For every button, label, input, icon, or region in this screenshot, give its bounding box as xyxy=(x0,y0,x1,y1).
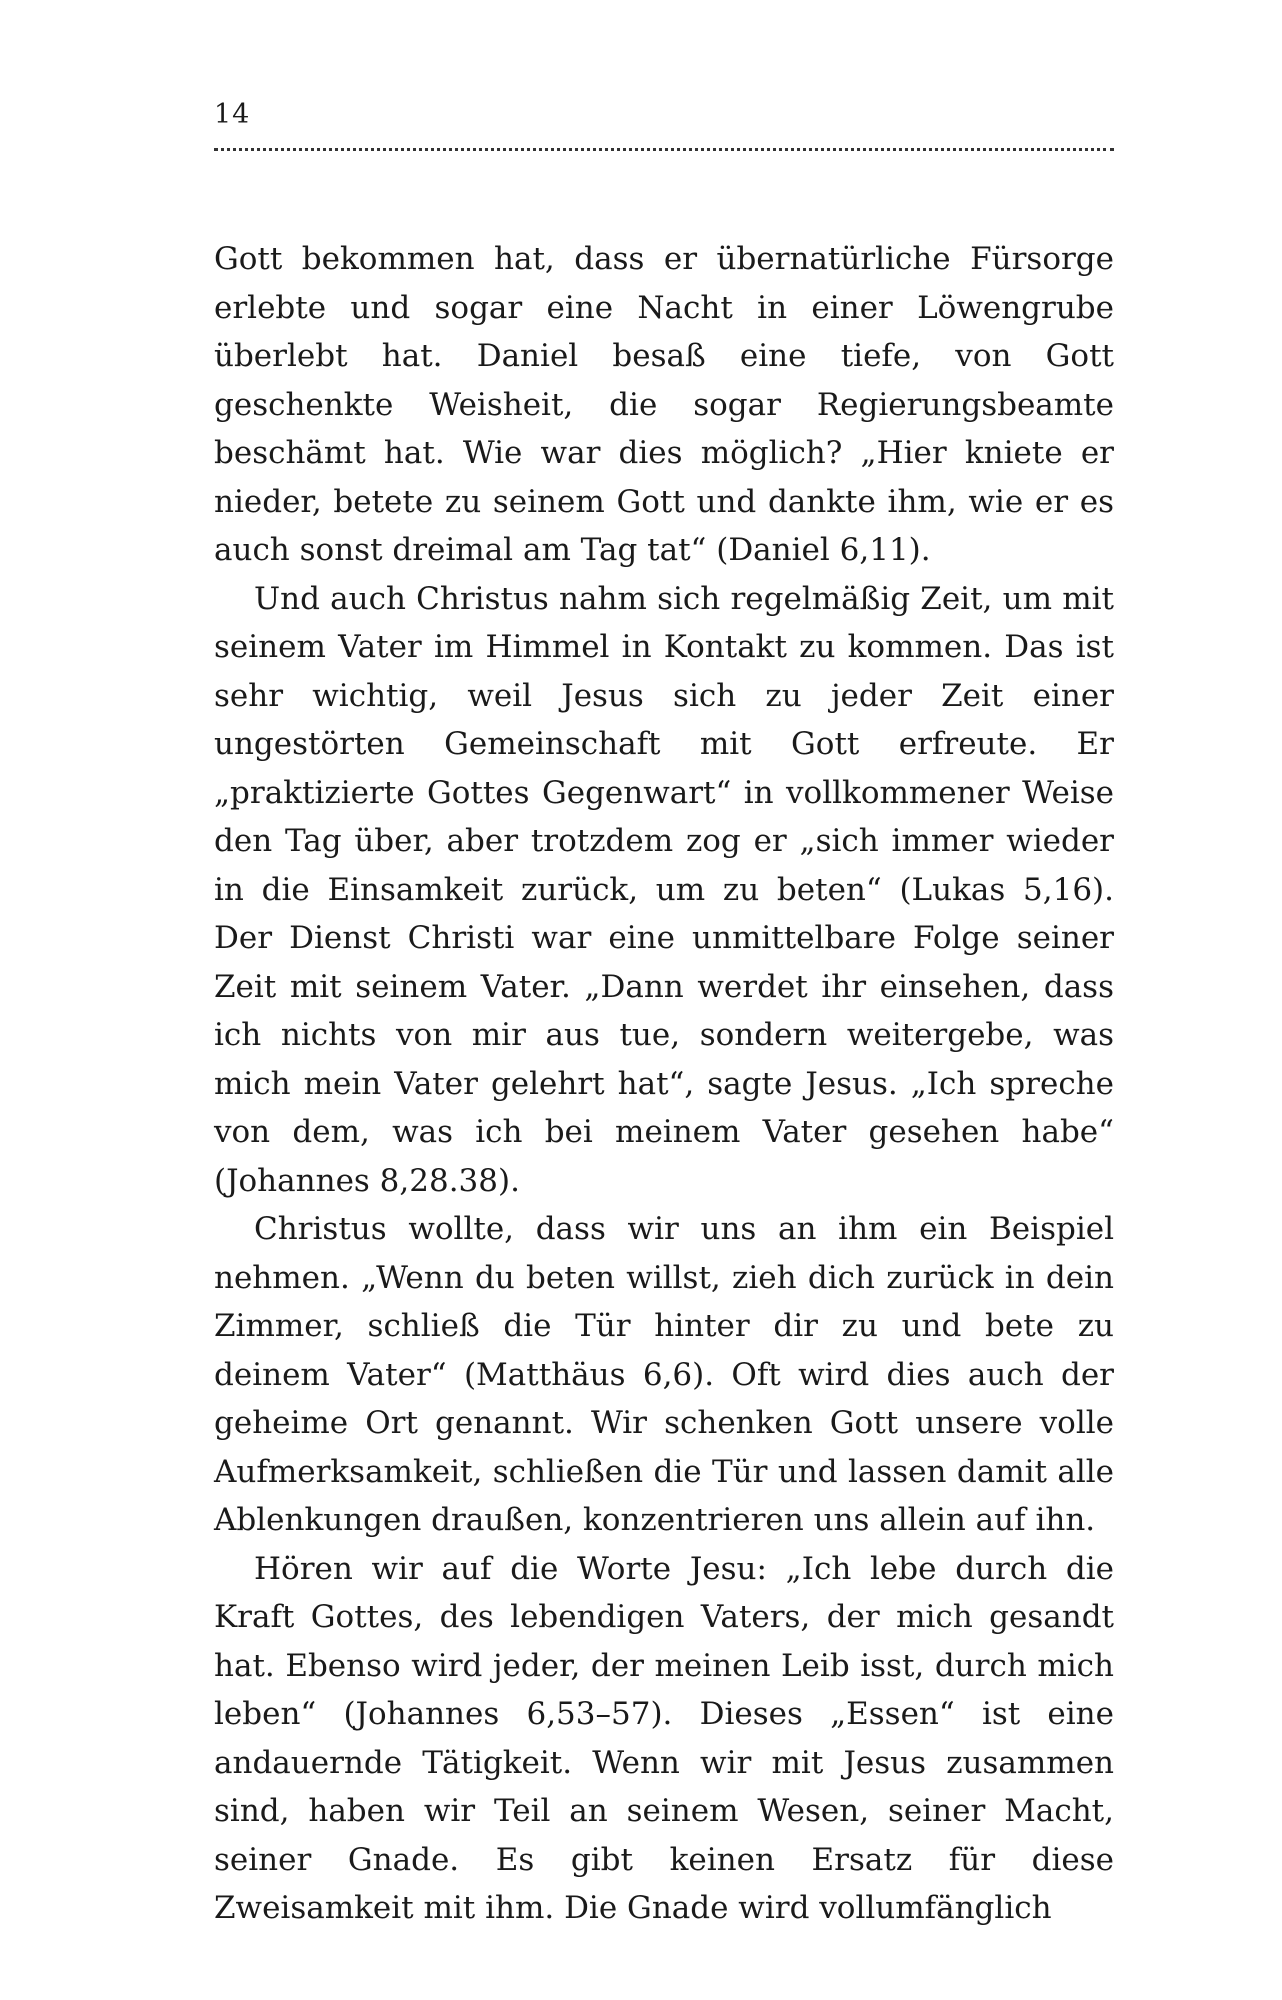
header-divider xyxy=(214,148,1114,151)
page-number: 14 xyxy=(214,99,251,130)
body-text xyxy=(214,235,1114,1933)
paragraph-1: Gott bekommen hat, dass er übernatürliche Fürsorge erlebte und sogar eine Nacht in einer Löwengrube überlebt hat. Daniel besaß eine tiefe, von Gott geschenkte Weisheit, die sogar Regierungsbeamte beschämt hat. Wie war dies möglich? „Hier kniete er nieder, betete zu seinem Gott und dankte ihm, wie er es auch sonst dreimal am Tag tat“ (Daniel 6,11). xyxy=(214,241,1114,568)
paragraph-4: Hören wir auf die Worte Jesu: „Ich lebe durch die Kraft Gottes, des lebendigen Vaters, der mich gesandt hat. Ebenso wird jeder, der meinen Leib isst, durch mich leben“ (Johannes 6,53–57). Dieses „Essen“ ist eine andauernde Tätigkeit. Wenn wir mit Jesus zusammen sind, haben wir Teil an seinem Wesen, seiner Macht, seiner Gnade. Es gibt keinen Ersatz für diese Zweisamkeit mit ihm. Die Gnade wird vollumfänglich xyxy=(214,1550,1114,1926)
paragraph-2: Und auch Christus nahm sich regelmäßig Zeit, um mit seinem Vater im Himmel in Kontakt zu kommen. Das ist sehr wichtig, weil Jesus sich zu jeder Zeit einer ungestörten Gemeinschaft mit Gott erfreute. Er „praktizierte Gottes Gegenwart“ in vollkommener Weise den Tag über, aber trotzdem zog er „sich immer wieder in die Einsamkeit zurück, um zu beten“ (Lukas 5,16). Der Dienst Christi war eine unmittelbare Folge seiner Zeit mit seinem Vater. „Dann werdet ihr einsehen, dass ich nichts von mir aus tue, sondern weitergebe, was mich mein Vater gelehrt hat“, sagte Jesus. „Ich spreche von dem, was ich bei meinem Vater gesehen habe“ (Johannes 8,28.38). xyxy=(214,580,1114,1199)
paragraph-3: Christus wollte, dass wir uns an ihm ein Beispiel nehmen. „Wenn du beten willst, zieh dich zurück in dein Zimmer, schließ die Tür hinter dir zu und bete zu deinem Vater“ (Matthäus 6,6). Oft wird dies auch der geheime Ort genannt. Wir schenken Gott unsere volle Aufmerksamkeit, schließen die Tür und lassen damit alle Ablenkungen draußen, konzentrieren uns allein auf ihn. xyxy=(214,1211,1114,1538)
